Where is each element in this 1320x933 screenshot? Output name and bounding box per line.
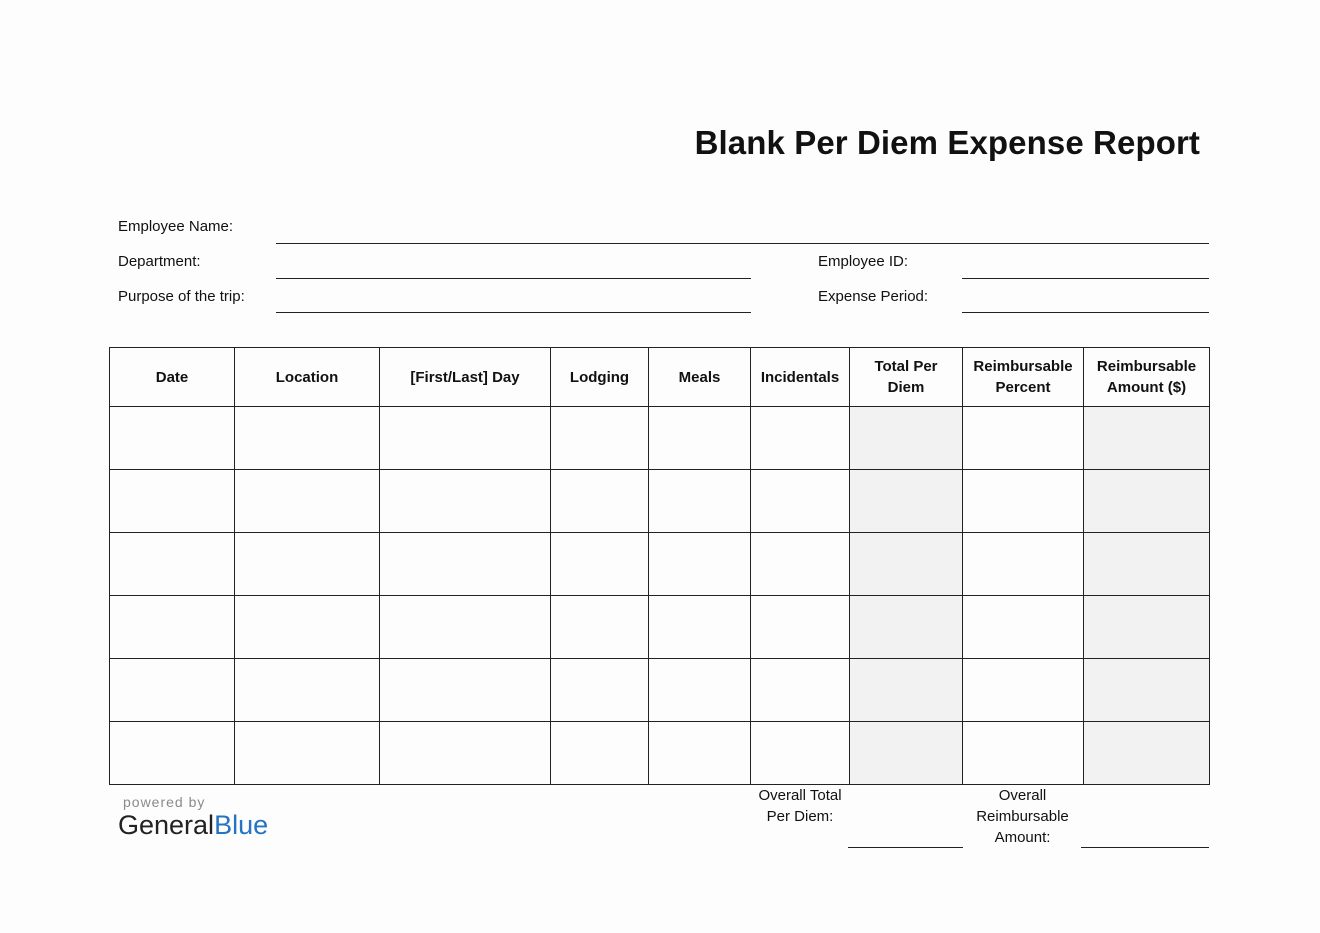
brand-general: General [118,810,215,840]
table-row [110,407,1210,470]
purpose-field[interactable] [276,312,751,313]
overall-reimbursable-amount-label: Overall Reimbursable Amount: [976,787,1069,846]
employee-name-field[interactable] [276,243,1209,244]
header-location: Location [235,348,380,407]
cell-incidentals[interactable] [751,533,850,596]
expense-period-field[interactable] [962,312,1209,313]
cell-reimbursable-amount[interactable] [1084,722,1210,785]
cell-reimbursable-amount[interactable] [1084,596,1210,659]
cell-total-per-diem[interactable] [850,533,963,596]
cell-meals[interactable] [649,533,751,596]
purpose-label: Purpose of the trip: [118,288,245,305]
table-row [110,596,1210,659]
cell-lodging[interactable] [551,659,649,722]
cell-incidentals[interactable] [751,659,850,722]
cell-incidentals[interactable] [751,407,850,470]
generalblue-logo [118,810,268,841]
cell-reimbursable-amount[interactable] [1084,470,1210,533]
table-row [110,470,1210,533]
cell-location[interactable] [235,533,380,596]
employee-name-label: Employee Name: [118,218,234,235]
cell-date[interactable] [110,470,235,533]
cell-first-last-day[interactable] [380,659,551,722]
expense-period-label: Expense Period: [818,288,929,305]
cell-meals[interactable] [649,722,751,785]
header-incidentals: Incidentals [751,348,850,407]
cell-date[interactable] [110,659,235,722]
header-reimbursable-percent: Reimbursable Percent [963,348,1084,407]
header-meals: Meals [649,348,751,407]
cell-location[interactable] [235,659,380,722]
table-row [110,533,1210,596]
header-first-last-day: [First/Last] Day [380,348,551,407]
cell-reimbursable-amount[interactable] [1084,659,1210,722]
brand-blue: Blue [214,810,269,840]
cell-lodging[interactable] [551,470,649,533]
cell-location[interactable] [235,722,380,785]
table-row [110,722,1210,785]
overall-reimbursable-amount-field[interactable] [1081,847,1209,848]
cell-meals[interactable] [649,470,751,533]
header-date: Date [110,348,235,407]
cell-incidentals[interactable] [751,470,850,533]
cell-lodging[interactable] [551,596,649,659]
cell-incidentals[interactable] [751,596,850,659]
cell-reimbursable-amount[interactable] [1084,407,1210,470]
department-field[interactable] [276,278,751,279]
cell-meals[interactable] [649,596,751,659]
overall-total-per-diem-label: Overall Total Per Diem: [758,787,842,825]
cell-lodging[interactable] [551,533,649,596]
cell-first-last-day[interactable] [380,533,551,596]
department-label: Department: [118,253,201,270]
powered-by-text: powered by [123,794,206,810]
table-header-row [110,348,1210,407]
cell-first-last-day[interactable] [380,722,551,785]
header-lodging: Lodging [551,348,649,407]
cell-first-last-day[interactable] [380,407,551,470]
cell-reimbursable-percent[interactable] [963,407,1084,470]
header-total-per-diem: Total Per Diem [850,348,963,407]
cell-total-per-diem[interactable] [850,407,963,470]
cell-meals[interactable] [649,659,751,722]
cell-date[interactable] [110,533,235,596]
cell-meals[interactable] [649,407,751,470]
header-reimbursable-amount: Reimbursable Amount ($) [1084,348,1210,407]
cell-reimbursable-percent[interactable] [963,722,1084,785]
page-title: Blank Per Diem Expense Report [694,124,1200,161]
cell-date[interactable] [110,407,235,470]
expense-table [109,347,1210,785]
cell-total-per-diem[interactable] [850,659,963,722]
cell-lodging[interactable] [551,407,649,470]
cell-total-per-diem[interactable] [850,596,963,659]
cell-reimbursable-percent[interactable] [963,470,1084,533]
employee-id-field[interactable] [962,278,1209,279]
cell-location[interactable] [235,470,380,533]
cell-location[interactable] [235,407,380,470]
cell-location[interactable] [235,596,380,659]
cell-date[interactable] [110,596,235,659]
cell-reimbursable-percent[interactable] [963,659,1084,722]
cell-reimbursable-percent[interactable] [963,596,1084,659]
cell-first-last-day[interactable] [380,596,551,659]
employee-id-label: Employee ID: [818,253,909,270]
cell-reimbursable-percent[interactable] [963,533,1084,596]
overall-total-per-diem-field[interactable] [848,847,963,848]
cell-reimbursable-amount[interactable] [1084,533,1210,596]
table-row [110,659,1210,722]
cell-incidentals[interactable] [751,722,850,785]
cell-first-last-day[interactable] [380,470,551,533]
cell-total-per-diem[interactable] [850,722,963,785]
cell-lodging[interactable] [551,722,649,785]
cell-total-per-diem[interactable] [850,470,963,533]
cell-date[interactable] [110,722,235,785]
